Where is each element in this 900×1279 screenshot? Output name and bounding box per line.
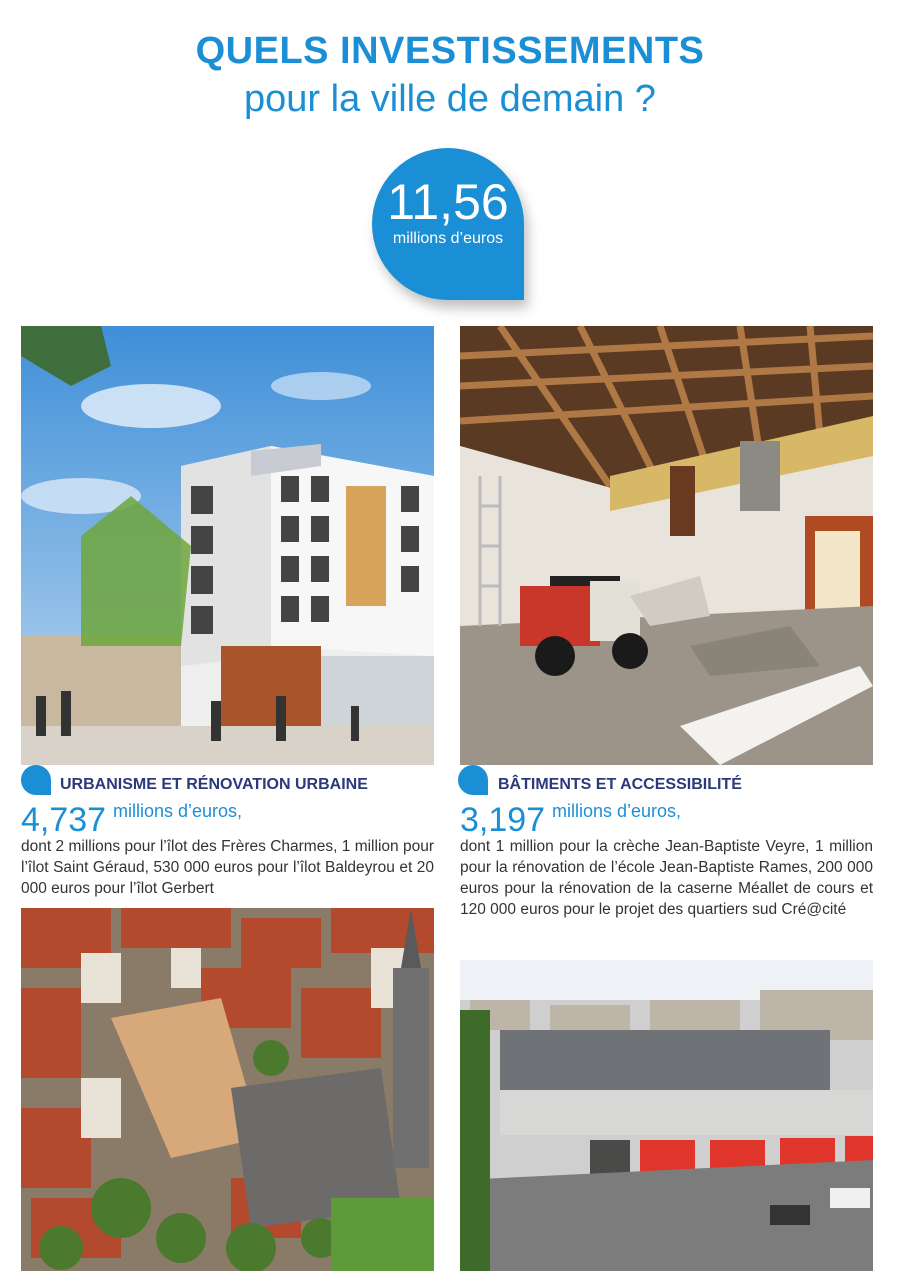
amount-unit-urbanisme: millions d’euros, [113,801,243,821]
aerial-city-photo [21,908,434,1271]
bullet-drop-icon [21,765,51,795]
section-heading-urbanisme: URBANISME ET RÉNOVATION URBAINE [60,776,368,793]
total-budget-badge [372,148,524,300]
description-batiments: dont 1 million pour la crèche Jean-Baptiste Veyre, 1 million pour la rénovation de l’école Jean-Baptiste Rames, 200 000 euros pour la rénovation de la caserne Méallet de cours et 120 000 euros pour le projet des quartiers sud Cré@cité [460,838,873,918]
bullet-drop-icon [458,765,488,795]
section-heading-batiments: BÂTIMENTS ET ACCESSIBILITÉ [498,776,742,793]
total-budget-value: 11,56 [387,174,509,230]
building-rendering-photo [21,326,434,765]
fire-station-photo [460,960,873,1271]
amount-batiments: 3,197 [460,801,546,839]
amount-urbanisme: 4,737 [21,801,107,839]
total-budget-unit: millions d’euros [392,230,504,247]
amount-unit-batiments: millions d’euros, [552,801,682,821]
page-subtitle: pour la ville de demain ? [244,78,656,120]
page-title: QUELS INVESTISSEMENTS [195,30,705,72]
renovation-site-photo [460,326,873,765]
description-urbanisme: dont 2 millions pour l’îlot des Frères Charmes, 1 million pour l’îlot Saint Géraud, 530 000 euros pour l’îlot Baldeyrou et 20 000 euros pour l’îlot Gerbert [21,838,434,897]
